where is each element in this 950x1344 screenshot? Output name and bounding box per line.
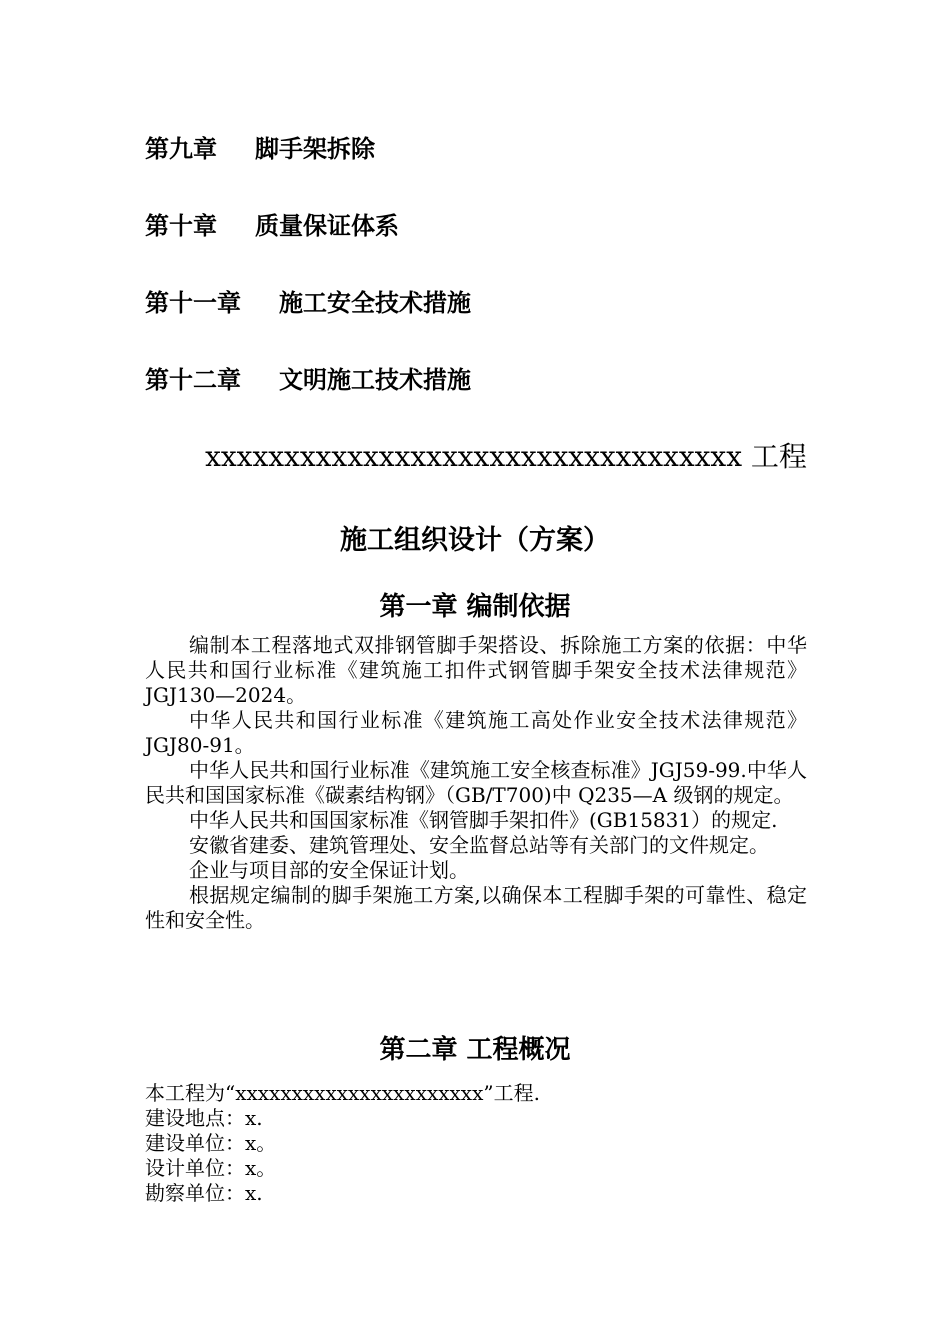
paragraph: 中华人民共和国行业标准《建筑施工安全核查标准》JGJ59-99.中华人民共和国国家标准《碳素结构钢》（GB/T700)中 Q235—A 级钢的规定。 xyxy=(145,758,807,807)
paragraph: 企业与项目部的安全保证计划。 xyxy=(189,858,469,882)
paragraph: 安徽省建委、建筑管理处、安全监督总站等有关部门的文件规定。 xyxy=(189,833,769,857)
toc-chapter-number: 第十二章 xyxy=(145,366,241,394)
info-line: 本工程为“xxxxxxxxxxxxxxxxxxxxxx”工程. xyxy=(145,1081,540,1105)
project-title: xxxxxxxxxxxxxxxxxxxxxxxxxxxxxxxxxx 工程 xyxy=(205,440,807,473)
toc-chapter-number: 第九章 xyxy=(145,135,217,163)
paragraph: 中华人民共和国国家标准《钢管脚手架扣件》(GB15831）的规定. xyxy=(189,808,778,832)
toc-entry xyxy=(145,134,375,164)
paragraph: 编制本工程落地式双排钢管脚手架搭设、拆除施工方案的依据：中华人民共和国行业标准《建筑施工扣件式钢管脚手架安全技术法律规范》JGJ130—2024。 xyxy=(145,633,807,707)
chapter-2-body xyxy=(145,1081,807,1206)
paragraph: 中华人民共和国行业标准《建筑施工高处作业安全技术法律规范》JGJ80-91。 xyxy=(145,708,807,757)
info-line: 建设单位：x。 xyxy=(145,1131,277,1155)
info-line: 设计单位：x。 xyxy=(145,1156,277,1180)
toc-entry xyxy=(145,288,471,318)
toc-chapter-title: 文明施工技术措施 xyxy=(279,366,471,394)
chapter-1-title: 第一章 编制依据 xyxy=(379,592,571,622)
toc-entry xyxy=(145,365,471,395)
toc-chapter-title: 脚手架拆除 xyxy=(255,135,375,163)
info-line: 建设地点：x. xyxy=(145,1106,263,1130)
chapter-1-body xyxy=(145,633,807,933)
toc-entry xyxy=(145,211,399,241)
toc-chapter-title: 施工安全技术措施 xyxy=(279,289,471,317)
toc-chapter-number: 第十章 xyxy=(145,212,217,240)
paragraph: 根据规定编制的脚手架施工方案,以确保本工程脚手架的可靠性、稳定性和安全性。 xyxy=(145,883,807,932)
toc-chapter-title: 质量保证体系 xyxy=(255,212,399,240)
toc-chapter-number: 第十一章 xyxy=(145,289,241,317)
chapter-2-title: 第二章 工程概况 xyxy=(379,1035,571,1065)
plan-title: 施工组织设计（方案） xyxy=(340,525,610,556)
info-line: 勘察单位：x. xyxy=(145,1181,263,1205)
